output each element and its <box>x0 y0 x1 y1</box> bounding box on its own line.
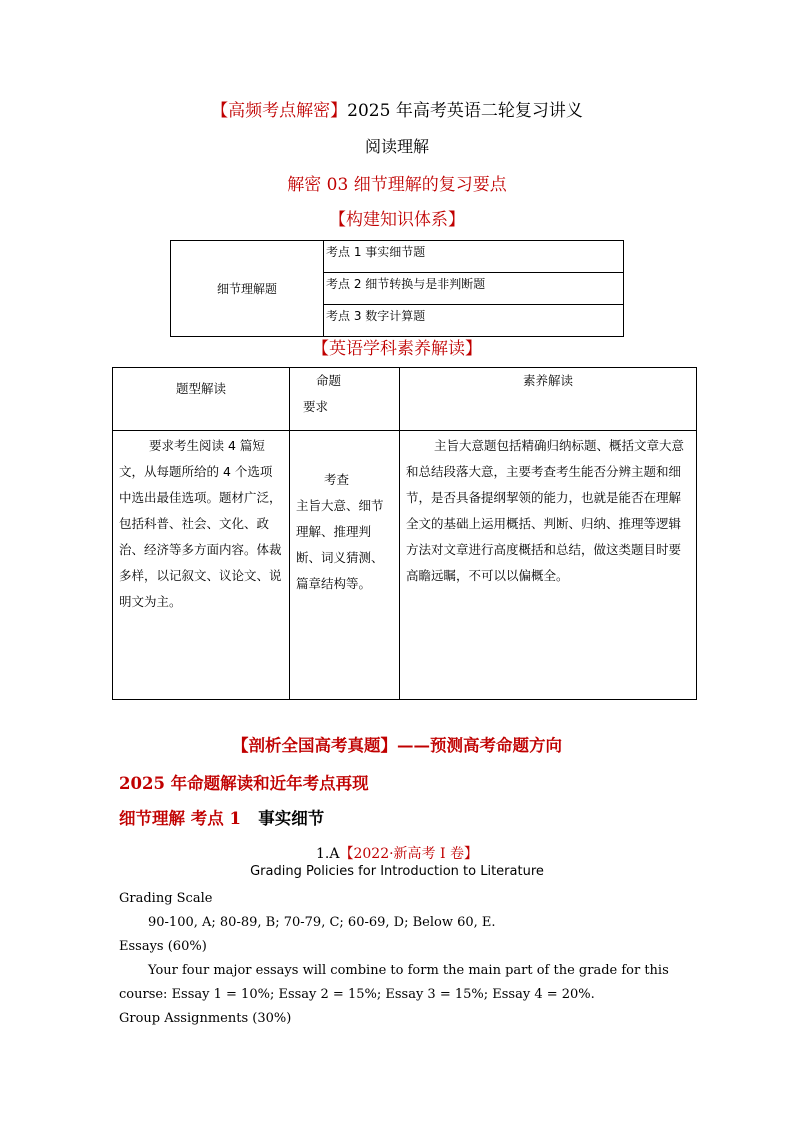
literacy-table <box>112 367 697 700</box>
question-type-text: 要求考生阅读 4 篇短文，从每题所给的 4 个选项中选出最佳选项。题材广泛，包括科普、社会、文化、政治、经济等多方面内容。体裁多样，以记叙文、议论文、说明文为主。 <box>113 431 290 700</box>
question-number: 1.A【2022·新高考 I 卷】 <box>316 846 478 862</box>
knowledge-item: 考点 1 事实细节题 <box>324 241 624 273</box>
document-subtitle: 阅读理解 <box>364 137 429 156</box>
knowledge-item: 考点 2 细节转换与是非判断题 <box>324 273 624 305</box>
passage-line: 90-100, A; 80-89, B; 70-79, C; 60-69, D; Below 60, E. <box>148 915 496 930</box>
header-literacy: 素养解读 <box>400 368 697 431</box>
section-heading: 解密 03 细节理解的复习要点 <box>287 175 507 195</box>
passage-paragraph: Your four major essays will combine to form the main part of the grade for this course: Essay 1 = 10%; Essay 2 = 15%; Essay 3 = 15%; Essay 4 = 20%. <box>119 963 669 1002</box>
document-title: 【高频考点解密】2025 年高考英语二轮复习讲义 <box>211 101 583 121</box>
analysis-heading: 【剖析全国高考真题】——预测高考命题方向 <box>232 736 562 755</box>
knowledge-item: 考点 3 数字计算题 <box>324 305 624 337</box>
requirements-text: 考查 主旨大意、细节理解、推理判断、词义猜测、篇章结构等。 <box>290 431 400 700</box>
header-requirements: 命题 要求 <box>290 368 400 431</box>
passage-line: Group Assignments (30%) <box>119 1011 292 1026</box>
knowledge-heading: 【构建知识体系】 <box>329 210 465 230</box>
literacy-heading: 【英语学科素养解读】 <box>312 339 482 359</box>
knowledge-table <box>170 240 624 337</box>
knowledge-category: 细节理解题 <box>171 241 324 337</box>
passage-title: Grading Policies for Introduction to Literature <box>250 864 544 879</box>
passage-line: Essays (60%) <box>119 939 207 954</box>
literacy-text: 主旨大意题包括精确归纳标题、概括文章大意和总结段落大意，主要考查考生能否分辨主题和细节，是否具备提纲挈领的能力，也就是能否在理解全文的基础上运用概括、判断、归纳、推理等逻辑方法对文章进行高度概括和总结，做这类题目时要高瞻远瞩，不可以以偏概全。 <box>400 431 697 700</box>
header-question-type: 题型解读 <box>113 368 290 431</box>
year-heading: 2025 年命题解读和近年考点再现 <box>119 774 369 793</box>
passage-line: Grading Scale <box>119 891 213 906</box>
point-heading: 细节理解 考点 1 事实细节 <box>119 809 325 828</box>
